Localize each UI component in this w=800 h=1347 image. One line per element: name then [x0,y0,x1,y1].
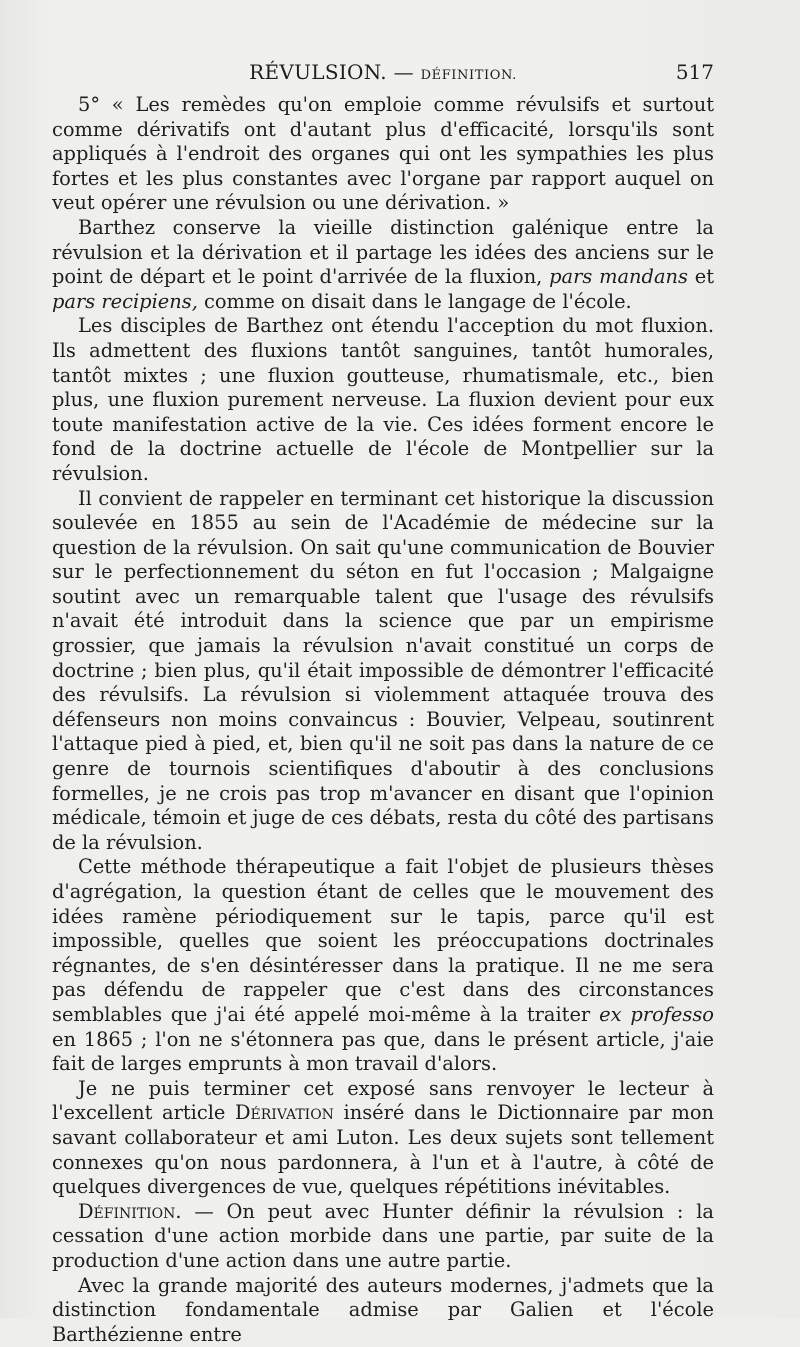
paragraph-barthez-part1: Barthez conserve la vieille distinction galénique entre la révulsion et la dérivation et il partage les idées des anciens sur le point de départ et le point d'arrivée de la fluxion, [52,216,714,288]
paragraph-barthez-part3: comme on disait dans le langage de l'école. [198,290,632,313]
paragraph-methode-part2: en 1865 ; l'on ne s'étonnera pas que, dans le présent article, j'aie fait de larges emprunts à mon travail d'alors. [52,1028,714,1076]
term-ex-professo: ex professo [599,1003,714,1026]
paragraph-quote-5: 5° « Les remèdes qu'on emploie comme révulsifs et surtout comme dérivatifs ont d'autant plus d'efficacité, lorsqu'ils sont appliqués à l'endroit des organes qui ont les sympathies les plus fortes et les plus constantes avec l'organe par rapport auquel on veut opérer une révulsion ou une dérivation. » [52,93,714,216]
body-text [52,93,714,1347]
paragraph-barthez [52,216,714,314]
header-title: RÉVULSION. [249,60,387,84]
term-pars-recipiens: pars recipiens, [52,290,198,313]
paragraph-majorite: Avec la grande majorité des auteurs modernes, j'admets que la distinction fondamentale admise par Galien et l'école Barthézienne entre [52,1274,714,1347]
definition-heading: Définition. [78,1200,182,1223]
term-pars-mandans: pars mandans [549,265,688,288]
article-ref-derivation: Dérivation [235,1101,334,1124]
paragraph-disciples: Les disciples de Barthez ont étendu l'acception du mot fluxion. Ils admettent des fluxions tantôt sanguines, tantôt humorales, tantôt mixtes ; une fluxion goutteuse, rhumatismale, etc., bien plus, une fluxion purement nerveuse. La fluxion devient pour eux toute manifestation active de la vie. Ces idées forment encore le fond de la doctrine actuelle de l'école de Montpellier sur la révulsion. [52,314,714,486]
header-subtitle: DÉFINITION. [421,68,517,83]
running-header [52,60,714,90]
running-title [52,60,714,84]
page-number: 517 [676,60,714,84]
header-dash: — [394,60,414,84]
paragraph-methode-part1: Cette méthode thérapeutique a fait l'objet de plusieurs thèses d'agrégation, la question étant de celles que le mouvement des idées ramène périodiquement sur le tapis, parce qu'il est impossible, quelles que soient les préoccupations doctrinales régnantes, de s'en désintéresser dans la pratique. Il ne me sera pas défendu de rappeler que c'est dans des circonstances semblables que j'ai été appelé moi-même à la traiter [52,855,714,1026]
paragraph-barthez-part2: et [688,265,714,288]
paragraph-derivation-part1: Je ne puis terminer cet exposé sans renvoyer le lecteur à l'excellent article [52,1077,714,1125]
paragraph-definition-text: — On peut avec Hunter définir la révulsion : la cessation d'une action morbide dans une partie, par suite de la production d'une action dans une autre partie. [52,1200,714,1272]
paragraph-academie: Il convient de rappeler en terminant cet historique la discussion soulevée en 1855 au sein de l'Académie de médecine sur la question de la révulsion. On sait qu'une communication de Bouvier sur le perfectionnement du séton en fut l'occasion ; Malgaigne soutint avec un remarquable talent que l'usage des révulsifs n'avait été introduit dans la science que par un empirisme grossier, que jamais la révulsion n'avait constitué un corps de doctrine ; bien plus, qu'il était impossible de démontrer l'efficacité des révulsifs. La révulsion si violemment attaquée trouva des défenseurs non moins convaincus : Bouvier, Velpeau, soutinrent l'attaque pied à pied, et, bien qu'il ne soit pas dans la nature de ce genre de tournois scientifiques d'aboutir à des conclusions formelles, je ne crois pas trop m'avancer en disant que l'opinion médicale, témoin et juge de ces débats, resta du côté des partisans de la révulsion. [52,487,714,856]
paragraph-derivation-part2: inséré dans le Dictionnaire par mon savant collaborateur et ami Luton. Les deux sujets sont tellement connexes qu'on nous pardonnera, à l'un et à l'autre, à côté de quelques divergences de vue, quelques répétitions inévitables. [52,1101,714,1198]
paragraph-definition [52,1200,714,1274]
paragraph-methode [52,855,714,1076]
paragraph-derivation-ref [52,1077,714,1200]
